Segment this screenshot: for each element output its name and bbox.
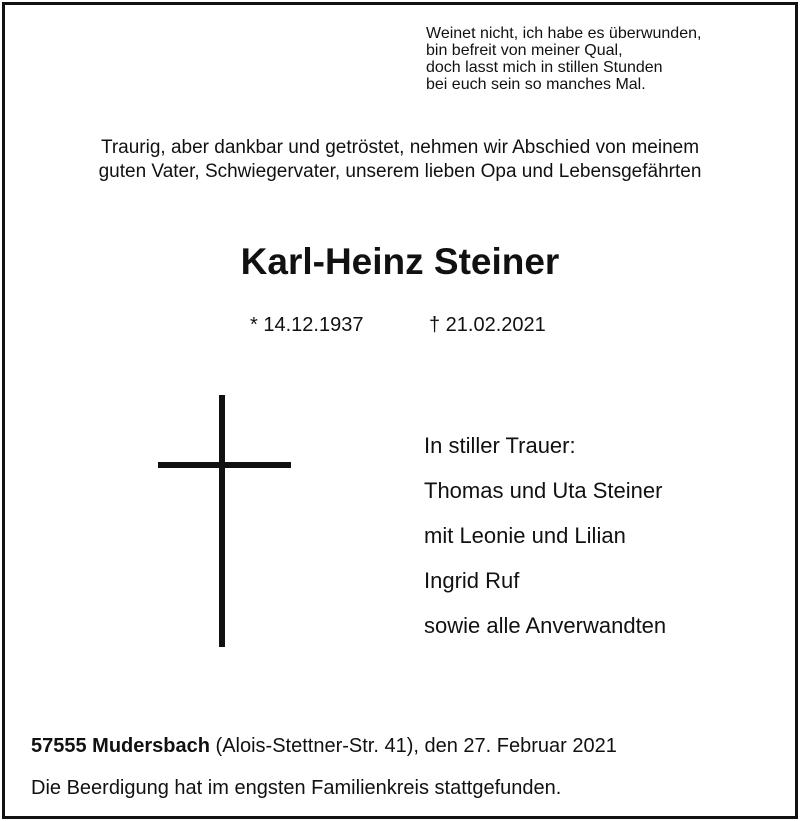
postal-town: 57555 Mudersbach: [31, 735, 210, 757]
poem-line: doch lasst mich in stillen Stunden: [426, 59, 663, 76]
poem-line: bin befreit von meiner Qual,: [426, 42, 623, 59]
address-rest: (Alois-Stettner-Str. 41), den 27. Februar 2021: [209, 735, 617, 757]
obituary-notice: [2, 2, 798, 819]
poem: [426, 25, 786, 93]
latin-cross-icon: [153, 391, 293, 651]
poem-line: Weinet nicht, ich habe es überwunden,: [426, 25, 702, 42]
intro-line: Traurig, aber dankbar und getröstet, nehmen wir Abschied von meinem: [100, 137, 700, 158]
mourner-name: Ingrid Ruf: [424, 568, 520, 593]
poem-line: bei euch sein so manches Mal.: [426, 76, 646, 93]
mourner-name: Thomas und Uta Steiner: [424, 478, 663, 503]
birth-date: * 14.12.1937: [250, 314, 364, 336]
cross-vertical-beam: [219, 395, 225, 647]
mourners-heading: In stiller Trauer:: [424, 433, 576, 458]
intro-text: [5, 136, 795, 184]
death-date: † 21.02.2021: [429, 314, 546, 336]
mourner-name: sowie alle Anverwandten: [424, 613, 667, 638]
intro-line: guten Vater, Schwiegervater, unserem lieben Opa und Lebensgefährten: [98, 161, 702, 182]
deceased-name: Karl-Heinz Steiner: [240, 241, 560, 282]
mourner-name: mit Leonie und Lilian: [424, 523, 626, 548]
mourners-list: [424, 423, 666, 648]
cross-horizontal-beam: [158, 462, 291, 468]
address-line: [31, 733, 617, 759]
funeral-note: Die Beerdigung hat im engsten Familienkreis stattgefunden.: [31, 777, 562, 799]
